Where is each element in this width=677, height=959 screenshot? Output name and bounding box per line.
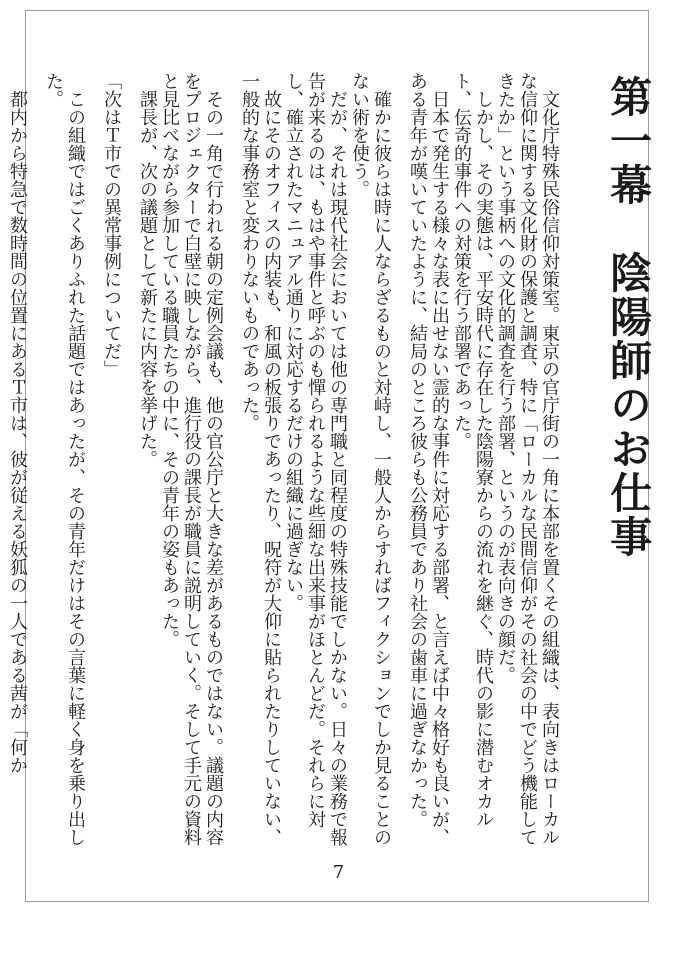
vertical-text-block [6,72,560,862]
page-number: 7 [332,862,345,883]
paragraph-9: 「次はＴ市での異常事例についてだ」 [101,72,122,378]
paragraph-4: 確かに彼らは時に人ならざるものと対峙し、一般人からすればフィクションでしか見ることのない術を使う。 [349,72,392,846]
paragraph-2: しかし、その実態は、平安時代に存在した陰陽寮からの流れを継ぐ、時代の影に潜むオカルト、伝奇的事件への対策を行う部署であった。 [451,72,494,828]
paragraph-7: その一角で行われる朝の定例会議も、他の官公庁と大きな差があるものではない。議題の内容をプロジェクターで白壁に映しながら、進行役の課長が職員に説明していく。そして手元の資料と見比べながら参加している職員たちの中に、その青年の姿もあった。 [159,72,224,846]
chapter-title: 第一幕 陰陽師のお仕事 [604,75,654,559]
paragraph-5: だが、それは現代社会においては他の専門職と同程度の特殊技能でしかない。日々の業務で報告が来るのは、もはや事件と呼ぶのも憚られるような些細な出来事がほとんどだ。それらに対し、確立されたマニュアル通りに対応するだけの組織に過ぎない。 [283,72,348,846]
paragraph-8: 課長が、次の議題として新たに内容を挙げた。 [137,72,158,468]
paragraph-6: 故にそのオフィスの内装も、和風の板張りであったり、呪符が大仰に貼られたりしていない、一般的な事務室と変わりないものであった。 [239,72,282,846]
paragraph-1: 文化庁特殊民俗信仰対策室。東京の官庁街の一角に本部を置くその組織は、表向きはローカルな信仰に関する文化財の保護と調査、特に「ローカルな民間信仰がその社会の中でどう機能してきたか」という事柄への文化的調査を行う部署、というのが表向きの顔だ。 [495,72,560,846]
paragraph-3: 日本で発生する様々な表に出せない霊的な事件に対応する部署、と言えば中々格好も良いが、ある青年が嘆いていたように、結局のところ彼らも公務員であり社会の歯車に過ぎなかった。 [407,72,450,846]
paragraph-11: 都内から特急で数時間の位置にあるＴ市は、彼が従える妖狐の一人である茜が「何か [7,72,28,774]
paragraph-10: この組織ではごくありふれた話題ではあったが、その青年だけはその言葉に軽く身を乗り出した。 [43,72,86,846]
body-text [7,72,560,862]
